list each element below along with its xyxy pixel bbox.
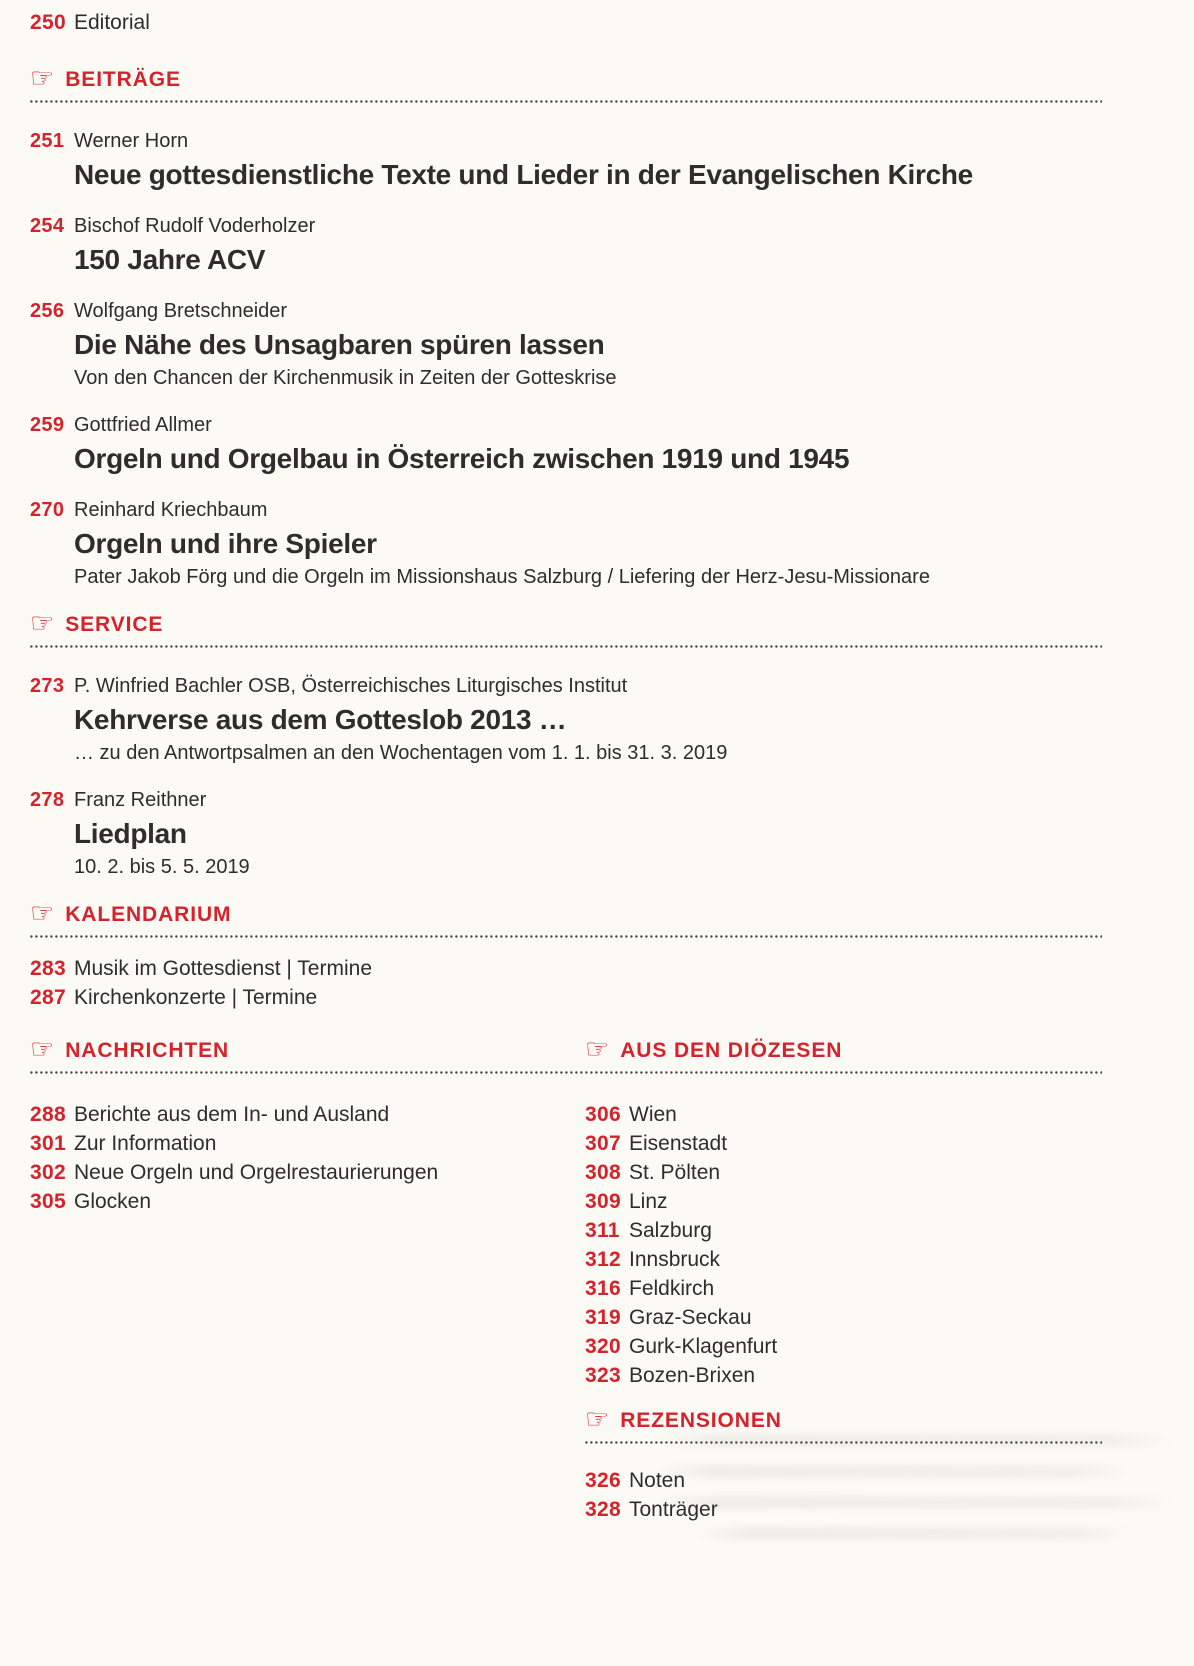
section-title: BEITRÄGE (65, 68, 181, 91)
section-header-nachrichten (30, 1034, 585, 1074)
entry-title: Orgeln und ihre Spieler (74, 528, 377, 559)
list-item-label: Gurk-Klagenfurt (629, 1335, 778, 1358)
manicule-icon: ☞ (30, 63, 55, 94)
list-item-label: Eisenstadt (629, 1132, 728, 1155)
section-header-beitraege (30, 63, 1102, 103)
list-item (30, 954, 1102, 983)
toc-entry (30, 498, 1102, 590)
list-item-label: Neue Orgeln und Orgelrestaurierungen (74, 1161, 439, 1184)
entry-title: Neue gottesdienstliche Texte und Lieder in der Evangelischen Kirche (74, 159, 973, 190)
list-item-label: Berichte aus dem In- und Ausland (74, 1103, 390, 1126)
entry-author: Franz Reithner (74, 789, 207, 811)
list-item-label: St. Pölten (629, 1161, 721, 1184)
section-title: KALENDARIUM (65, 903, 232, 926)
list-item (30, 1129, 585, 1158)
section-heading-row (30, 1034, 585, 1065)
entry-author: Gottfried Allmer (74, 414, 212, 436)
page-number: 316 (585, 1277, 621, 1300)
dotted-rule (30, 1071, 585, 1074)
list-item-label: Bozen-Brixen (629, 1364, 756, 1387)
page-number: 306 (585, 1103, 621, 1126)
page-number: 288 (30, 1103, 66, 1126)
list-item-label: Wien (629, 1103, 677, 1126)
page-number: 323 (585, 1364, 621, 1387)
list-item (30, 1187, 585, 1216)
page-number: 251 (30, 130, 65, 152)
page-number: 278 (30, 789, 65, 811)
section-heading-row (30, 63, 1102, 94)
section-title: SERVICE (65, 613, 164, 636)
section-heading-row (30, 608, 1102, 639)
page-number: 302 (30, 1161, 66, 1184)
entry-author: P. Winfried Bachler OSB, Österreichisches Liturgisches Institut (74, 675, 628, 697)
page-number: 309 (585, 1190, 621, 1213)
list-item-label: Noten (629, 1469, 686, 1492)
entry-title: Orgeln und Orgelbau in Österreich zwischen 1919 und 1945 (74, 443, 850, 474)
entry-author: Bischof Rudolf Voderholzer (74, 215, 316, 237)
entry-title: Kehrverse aus dem Gotteslob 2013 … (74, 704, 567, 735)
rezensionen-list (585, 1466, 1102, 1524)
list-item-label: Musik im Gottesdienst | Termine (74, 957, 372, 980)
list-item (585, 1361, 1102, 1390)
page-number: 287 (30, 986, 66, 1009)
list-item (585, 1466, 1102, 1495)
list-item (585, 1245, 1102, 1274)
toc-entry (30, 129, 1102, 192)
list-item-label: Salzburg (629, 1219, 712, 1242)
section-heading-row (585, 1034, 1102, 1065)
list-item (585, 1332, 1102, 1361)
dioezesen-list (585, 1100, 1102, 1390)
list-item-label: Tonträger (629, 1498, 718, 1521)
page-number: 308 (585, 1161, 621, 1184)
page-number: 311 (585, 1219, 620, 1242)
column-dioezesen (585, 1034, 1102, 1524)
list-item (585, 1158, 1102, 1187)
entry-title: 150 Jahre ACV (74, 244, 266, 275)
manicule-icon: ☞ (30, 898, 55, 929)
toc-entry (30, 299, 1102, 391)
page-number: 319 (585, 1306, 621, 1329)
list-item (585, 1495, 1102, 1524)
column-nachrichten (30, 1034, 585, 1524)
kalendarium-list (30, 954, 1102, 1012)
entry-subtitle: 10. 2. bis 5. 5. 2019 (74, 856, 250, 878)
entry-author: Werner Horn (74, 130, 189, 152)
page-number: 326 (585, 1469, 621, 1492)
list-item-label: Feldkirch (629, 1277, 715, 1300)
page-number: 259 (30, 414, 65, 436)
dotted-rule (585, 1071, 1102, 1074)
section-header-rezensionen (585, 1404, 1102, 1444)
section-title: AUS DEN DIÖZESEN (620, 1039, 843, 1062)
page-number: 254 (30, 215, 65, 237)
page-number: 320 (585, 1335, 621, 1358)
list-item-label: Linz (629, 1190, 668, 1213)
manicule-icon: ☞ (585, 1404, 610, 1435)
nachrichten-list (30, 1100, 585, 1216)
page-number: 283 (30, 957, 66, 980)
entry-title: Die Nähe des Unsagbaren spüren lassen (74, 329, 605, 360)
list-item-label: Kirchenkonzerte | Termine (74, 986, 318, 1009)
toc-entry (30, 788, 1102, 880)
section-title: REZENSIONEN (620, 1409, 782, 1432)
section-header-dioezesen (585, 1034, 1102, 1074)
entry-subtitle: … zu den Antwortpsalmen an den Wochentagen vom 1. 1. bis 31. 3. 2019 (74, 742, 728, 764)
entry-author: Reinhard Kriechbaum (74, 499, 268, 521)
manicule-icon: ☞ (585, 1034, 610, 1065)
list-item-label: Graz-Seckau (629, 1306, 752, 1329)
page-number: 256 (30, 300, 65, 322)
list-item-label: Glocken (74, 1190, 152, 1213)
manicule-icon: ☞ (30, 1034, 55, 1065)
section-heading-row (585, 1404, 1102, 1435)
toc-entry-label: Editorial (74, 11, 150, 34)
section-heading-row (30, 898, 1102, 929)
page-number: 273 (30, 675, 65, 697)
list-item (30, 1158, 585, 1187)
page-number: 301 (30, 1132, 66, 1155)
toc-entry (30, 413, 1102, 476)
toc-entry (30, 674, 1102, 766)
page-number: 307 (585, 1132, 621, 1155)
section-header-service (30, 608, 1102, 648)
entry-subtitle: Pater Jakob Förg und die Orgeln im Missionshaus Salzburg / Liefering der Herz-Jesu-Missionare (74, 566, 930, 588)
entry-title: Liedplan (74, 818, 187, 849)
page-number: 312 (585, 1248, 621, 1271)
dotted-rule (585, 1441, 1102, 1444)
list-item (585, 1303, 1102, 1332)
page-number: 328 (585, 1498, 621, 1521)
entry-author: Wolfgang Bretschneider (74, 300, 288, 322)
entry-subtitle: Von den Chancen der Kirchenmusik in Zeiten der Gotteskrise (74, 367, 617, 389)
list-item-label: Zur Information (74, 1132, 217, 1155)
list-item (585, 1274, 1102, 1303)
list-item (585, 1100, 1102, 1129)
list-item-label: Innsbruck (629, 1248, 721, 1271)
dotted-rule (30, 645, 1102, 648)
two-column-area (30, 1034, 1102, 1524)
toc-row-editorial (30, 8, 1102, 37)
dotted-rule (30, 935, 1102, 938)
page-number: 305 (30, 1190, 66, 1213)
list-item (30, 1100, 585, 1129)
page-number: 270 (30, 499, 65, 521)
list-item (585, 1187, 1102, 1216)
section-header-kalendarium (30, 898, 1102, 938)
section-title: NACHRICHTEN (65, 1039, 230, 1062)
manicule-icon: ☞ (30, 608, 55, 639)
page-number: 250 (30, 11, 66, 34)
dotted-rule (30, 100, 1102, 103)
list-item (585, 1216, 1102, 1245)
list-item (30, 983, 1102, 1012)
toc-entry (30, 214, 1102, 277)
list-item (585, 1129, 1102, 1158)
